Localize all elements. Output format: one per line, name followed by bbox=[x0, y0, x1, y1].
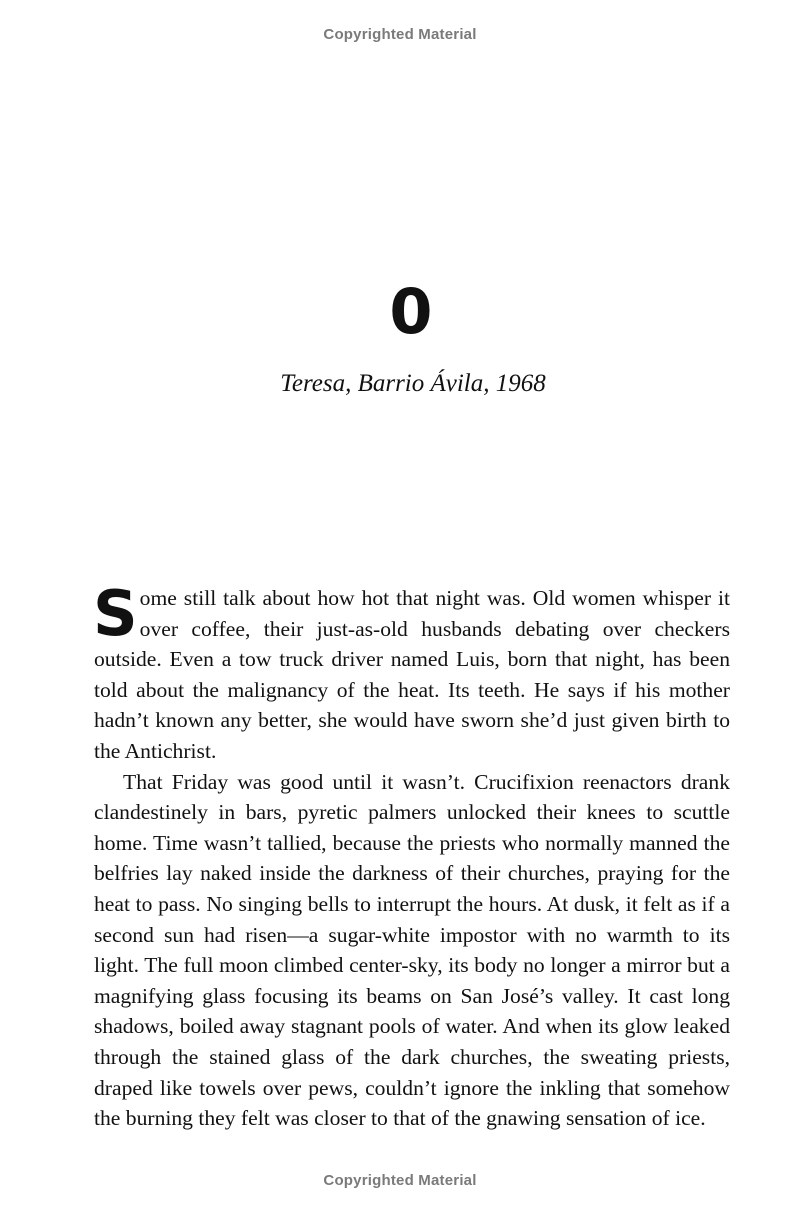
chapter-subtitle: Teresa, Barrio Ávila, 1968 bbox=[280, 370, 546, 397]
copyright-watermark-bottom: Copyrighted Material bbox=[323, 1172, 477, 1189]
drop-cap: S bbox=[93, 577, 138, 650]
chapter-body bbox=[93, 577, 730, 1134]
paragraph-2: That Friday was good until it wasn’t. Crucifixion reenactors drank clandestinely in bars, pyretic palmers unlocked their knees to scuttle home. Time wasn’t tallied, because the priests who normally manned the belfries lay naked inside the darkness of their churches, praying for the heat to pass. No singing bells to interrupt the hours. At dusk, it felt as if a second sun had risen—a sugar-white impostor with no warmth to its light. The full moon climbed center-sky, its body no longer a mirror but a magnifying glass focusing its beams on San José’s valley. It cast long shadows, boiled away stagnant pools of water. And when its glow leaked through the stained glass of the dark churches, the sweating priests, draped like towels over pews, couldn’t ignore the inkling that somehow the burning they felt was closer to that of the gnawing sensation of ice. bbox=[94, 769, 730, 1131]
chapter-number: 0 bbox=[389, 275, 433, 348]
paragraph-1-text: ome still talk about how hot that night was. Old women whisper it over coffee, their just-as-old husbands debating over checkers outside. Even a tow truck driver named Luis, born that night, has been told about the malignancy of the heat. Its teeth. He says if his mother hadn’t known any better, she would have sworn she’d just given birth to the Antichrist. bbox=[94, 586, 730, 763]
paragraph-1 bbox=[93, 577, 730, 767]
copyright-watermark-top: Copyrighted Material bbox=[323, 26, 477, 43]
